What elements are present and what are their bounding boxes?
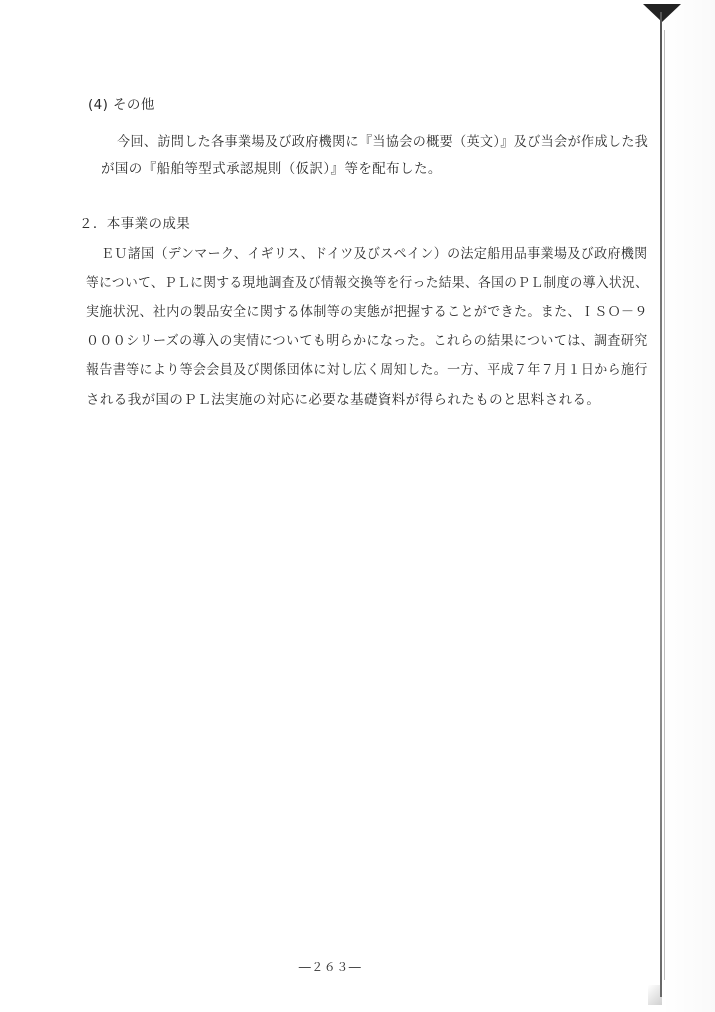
section-2-heading: ２．本事業の成果	[79, 216, 191, 232]
section-2-line-4: ０００シリーズの導入の実情についても明らかになった。これらの結果については、調査研究	[86, 333, 648, 349]
page-edge-shade	[661, 0, 715, 1012]
section-4-line-1: 今回、訪問した各事業場及び政府機関に『当協会の概要（英文）』及び当会が作成した我	[117, 134, 649, 150]
page-number: ―２６３―	[298, 960, 362, 974]
section-2-line-2: 等について、ＰＬに関する現地調査及び情報交換等を行った結果、各国のＰＬ制度の導入状況、	[86, 275, 649, 291]
section-2-line-5: 報告書等により等会会員及び関係団体に対し広く周知した。一方、平成７年７月１日から施行	[86, 362, 648, 378]
section-4-line-2: が国の『船舶等型式承認規則（仮訳）』等を配布した。	[101, 161, 442, 177]
section-2-line-1: ＥＵ諸国（デンマーク、イギリス、ドイツ及びスペイン）の法定船用品事業場及び政府機関	[101, 246, 648, 262]
section-4-heading: (4) その他	[88, 97, 155, 113]
section-2-line-3: 実施状況、社内の製品安全に関する体制等の実態が把握することができた。また、ＩＳＯ－９	[86, 304, 648, 320]
page-corner-shade	[648, 985, 662, 1005]
section-2-line-6: される我が国のＰＬ法実施の対応に必要な基礎資料が得られたものと思料される。	[86, 392, 601, 408]
